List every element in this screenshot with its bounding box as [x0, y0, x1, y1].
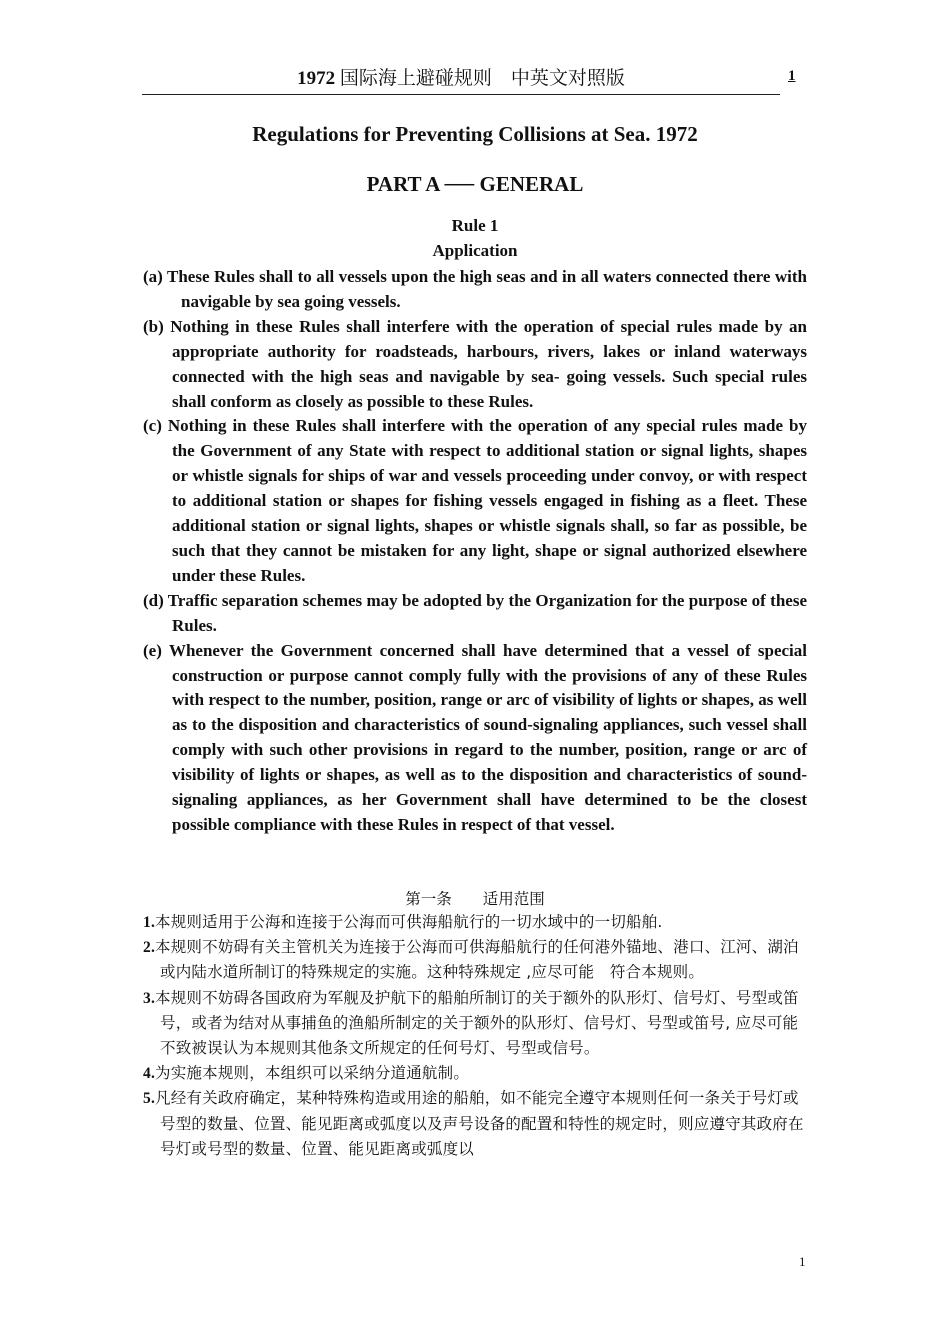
english-paragraph-a: (a) These Rules shall to all vessels upon the high seas and in all waters connected there with navigable by sea going vessels.	[143, 267, 807, 311]
chinese-paragraph-1: 1.本规则适用于公海和连接于公海而可供海船航行的一切水域中的一切船舶.	[143, 913, 663, 931]
rule-name: Application	[432, 241, 518, 260]
chinese-paragraph-3: 3.本规则不妨碍各国政府为军舰及护航下的船舶所制订的关于额外的队形灯、信号灯、号型或笛号，或者为结对从事捕鱼的渔船所制定的关于额外的队形灯、信号灯、号型或笛号, 应尽可能不致被误认为本规则其他条文所规定的任何号灯、号型或信号。	[143, 988, 799, 1058]
chinese-rule-heading: 第一条 适用范围	[405, 890, 545, 908]
header-year: 1972	[297, 68, 336, 89]
rule-number: Rule 1	[451, 216, 499, 235]
header-title: 国际海上避碰规则 中英文对照版	[339, 68, 625, 89]
english-paragraph-b: (b) Nothing in these Rules shall interfere with the operation of special rules made by an appropriate authority for roadsteads, harbours, rivers, lakes or inland waterways connected with the high seas and navigable by sea- going vessels. Such special rules shall conform as closely as possible to these Rules.	[143, 316, 807, 411]
part-heading: PART A ── GENERAL	[366, 172, 584, 196]
chinese-paragraph-4: 4.为实施本规则，本组织可以采纳分道通航制。	[143, 1064, 470, 1083]
english-paragraph-e: (e) Whenever the Government concerned shall have determined that a vessel of special construction or purpose cannot comply fully with the provisions of any of these Rules with respect to the number, position, range or arc of visibility of lights or shapes, as well as to the disposition and characteristics of sound-signaling appliances, such vessel shall comply with such other provisions in regard to the number, position, range or arc of visibility of lights or shapes, as well as to the disposition and characteristics of sound-signaling appliances, as her Government shall have determined to be the closest possible compliance with these Rules in respect of that vessel.	[143, 640, 807, 834]
english-paragraph-c: (c) Nothing in these Rules shall interfere with the operation of any special rules made by the Government of any State with respect to additional station or signal lights, shapes or whistle signals for ships of war and vessels proceeding under convoy, or with respect to additional station or shapes for fishing vessels engaged in fishing as a fleet. These additional station or signal lights, shapes or whistle signals shall, so far as possible, be such that they cannot be mistaken for any light, shape or signal authorized elsewhere under these Rules.	[143, 416, 807, 585]
english-paragraph-d: (d) Traffic separation schemes may be adopted by the Organization for the purpose of these Rules.	[143, 590, 807, 635]
document-title: Regulations for Preventing Collisions at Sea. 1972	[252, 122, 698, 146]
footer-page-number: 1	[799, 1254, 806, 1269]
english-rule-text	[143, 265, 807, 838]
chinese-paragraph-5: 5.凡经有关政府确定，某种特殊构造或用途的船舶，如不能完全遵守本规则任何一条关于号灯或号型的数量、位置、能见距离或弧度以及声号设备的配置和特性的规定时，则应遵守其政府在号灯或号型的数量、位置、能见距离或弧度以	[143, 1089, 804, 1158]
running-header	[142, 66, 780, 95]
chinese-rule-text	[143, 910, 811, 1162]
header-page-number: 1	[788, 68, 796, 84]
chinese-paragraph-2: 2.本规则不妨碍有关主管机关为连接于公海而可供海船航行的任何港外锚地、港口、江河、湖泊或内陆水道所制订的特殊规定的实施。这种特殊规定 ,应尽可能 符合本规则。	[143, 938, 799, 982]
